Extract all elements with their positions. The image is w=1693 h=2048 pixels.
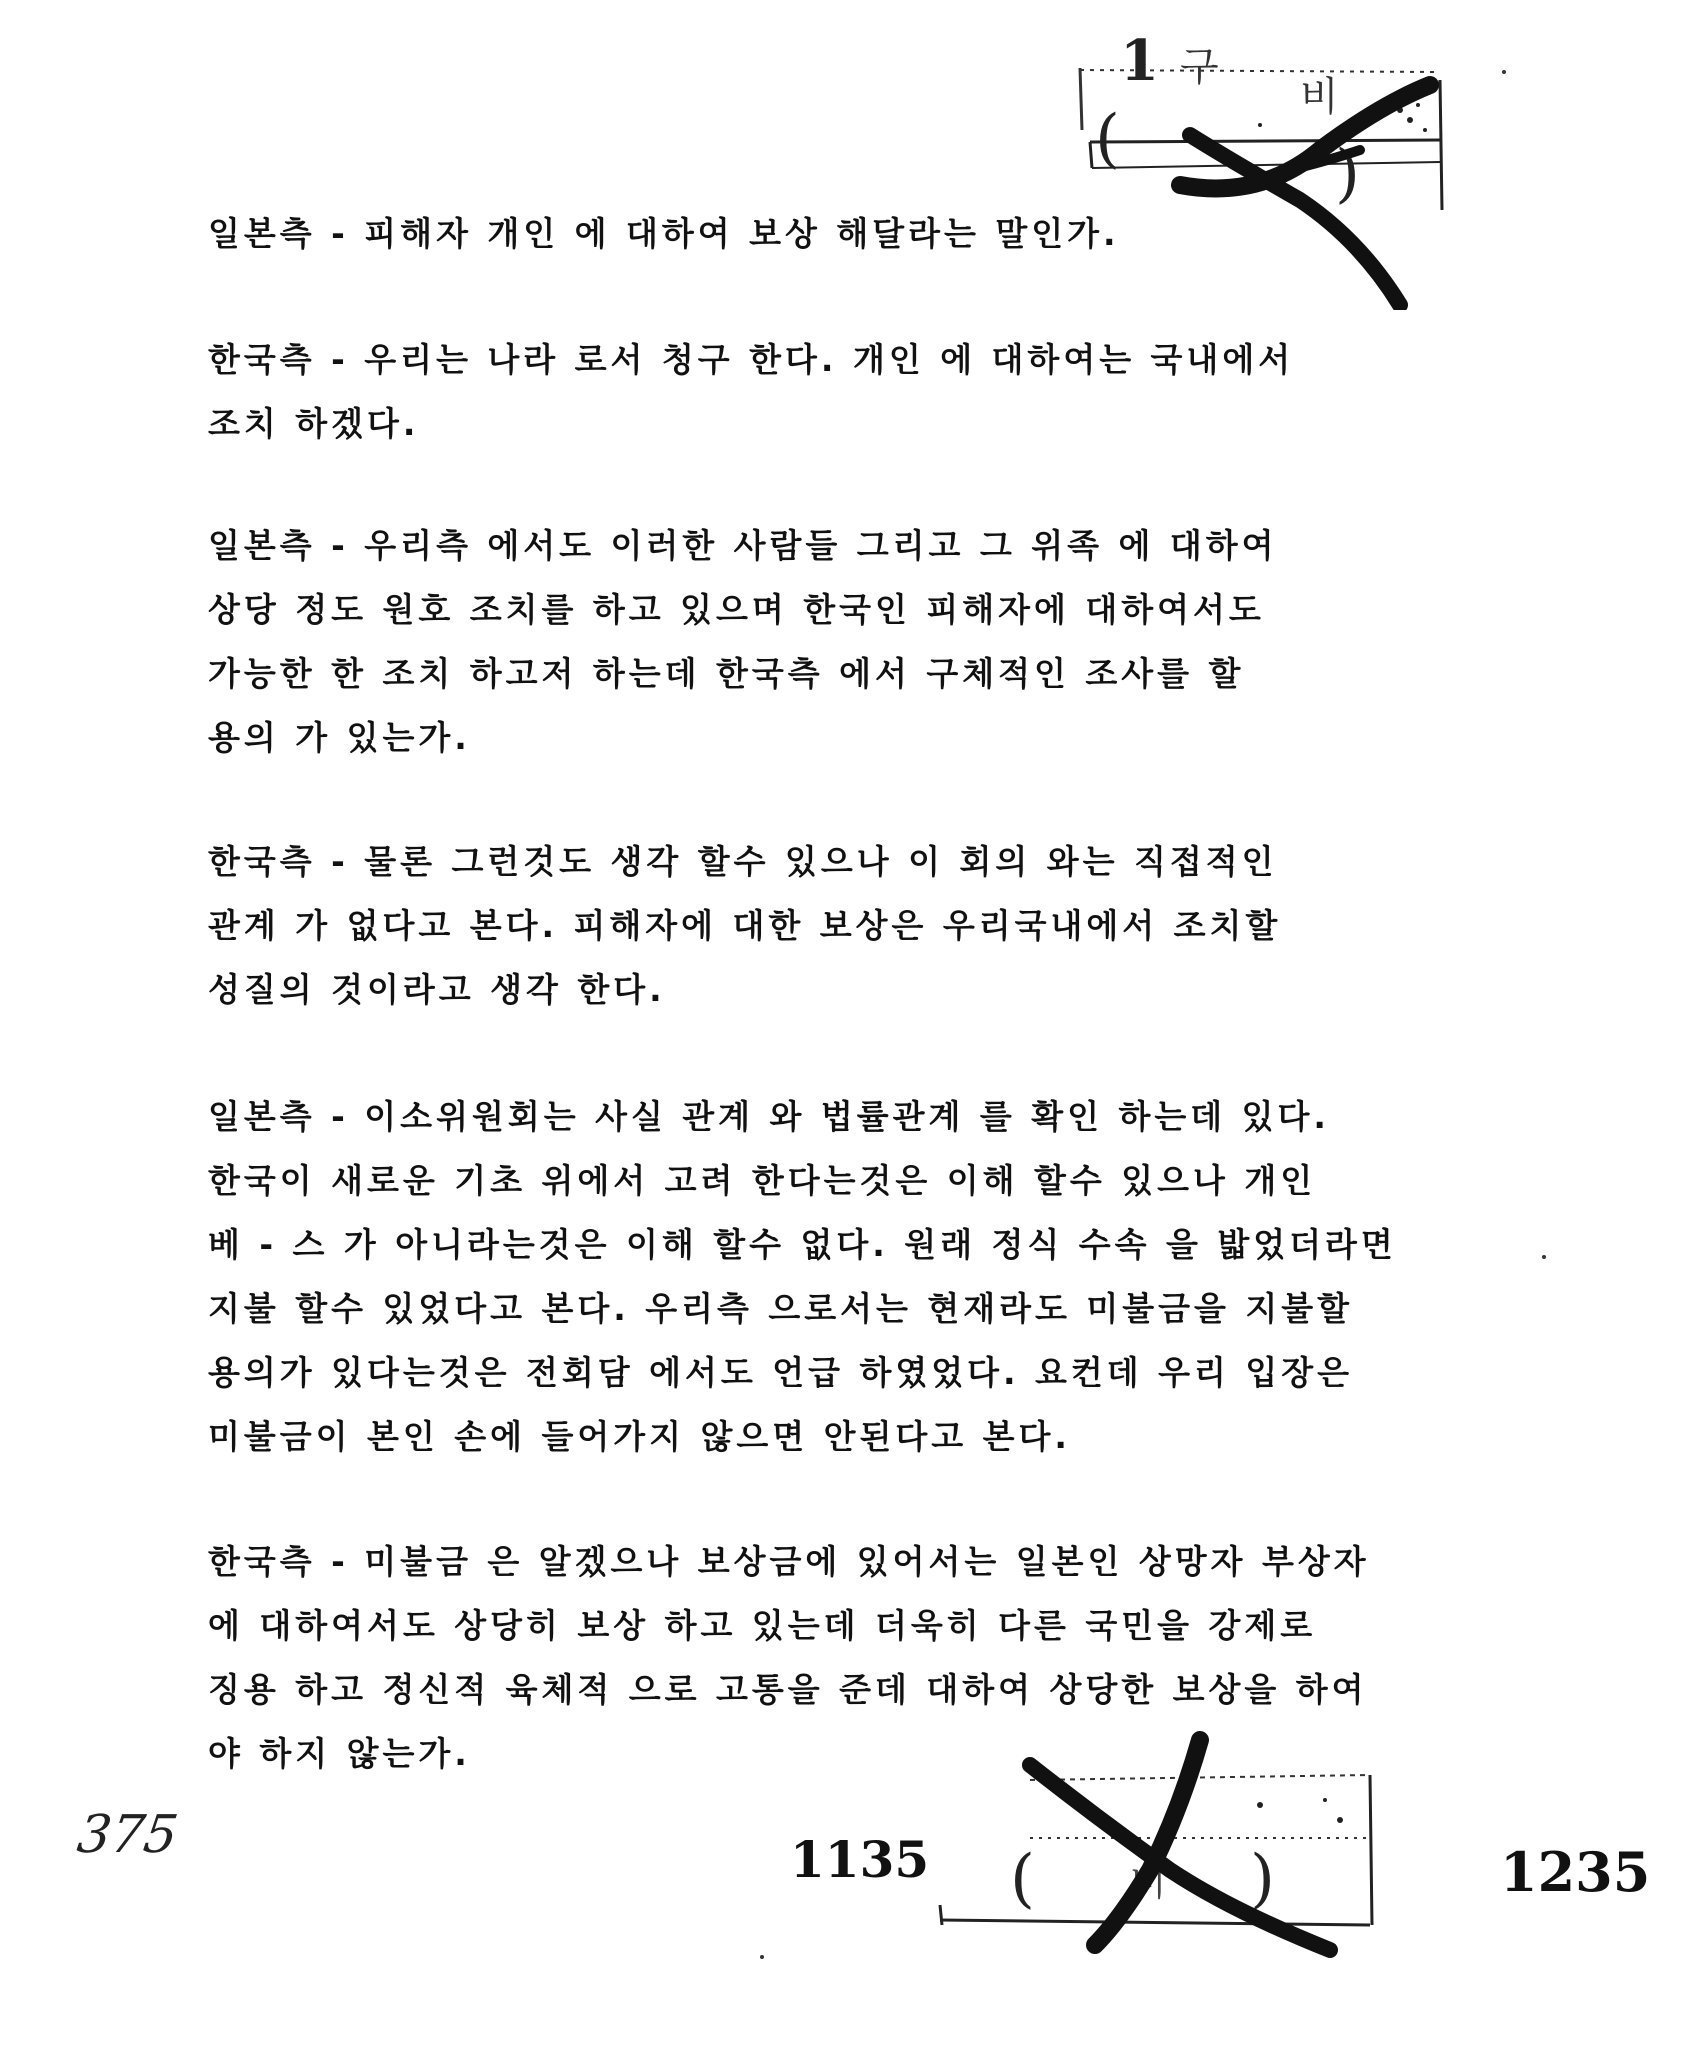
text-line: 성질의 것이라고 생각 한다. xyxy=(208,970,666,1009)
text-line: 조치 하겠다. xyxy=(208,404,420,443)
paragraph-5 xyxy=(208,1085,1538,1469)
stamp-top-char-middle: 구 xyxy=(1180,44,1219,90)
text-line: 관계 가 없다고 본다. 피해자에 대한 보상은 우리국내에서 조치할 xyxy=(208,906,1282,945)
scan-speck xyxy=(1502,70,1506,74)
text-line: 한국이 새로운 기초 위에서 고려 한다는것은 이해 할수 있으나 개인 xyxy=(208,1161,1317,1200)
paragraph-3 xyxy=(208,514,1538,770)
svg-text:(: ( xyxy=(1010,1842,1035,1916)
paragraph-2 xyxy=(208,328,1538,456)
text-line: 일본측 - 이소위원회는 사실 관계 와 법률관계 를 확인 하는데 있다. xyxy=(208,1097,1330,1136)
text-line: 지불 할수 있었다고 본다. 우리측 으로서는 현재라도 미불금을 지불할 xyxy=(208,1289,1354,1328)
page-number-left: 1135 xyxy=(790,1830,930,1889)
svg-text:): ) xyxy=(1335,137,1360,211)
text-line: 용의 가 있는가. xyxy=(208,718,471,757)
stamp-top-char-left: 1 xyxy=(1120,28,1159,94)
scan-speck xyxy=(1542,1255,1546,1259)
page-number-right: 1235 xyxy=(1500,1840,1651,1904)
text-line: 상당 정도 원호 조치를 하고 있으며 한국인 피해자에 대하여서도 xyxy=(208,590,1265,629)
text-line: 야 하지 않는가. xyxy=(208,1734,471,1773)
scan-speck xyxy=(760,1955,764,1959)
text-line: 베 - 스 가 아니라는것은 이해 할수 없다. 원래 정식 수속 을 밟었더라면 xyxy=(208,1225,1397,1264)
text-line: 일본측 - 피해자 개인 에 대하여 보상 해달라는 말인가. xyxy=(208,214,1120,253)
text-line: 한국측 - 미불금 은 알겠으나 보상금에 있어서는 일본인 상망자 부상자 xyxy=(208,1542,1370,1581)
stamp-bottom-char: 비 xyxy=(1130,1860,1167,1904)
bottom-stamp xyxy=(930,1720,1400,1960)
paragraph-4 xyxy=(208,830,1538,1022)
text-line: 한국측 - 물론 그런것도 생각 할수 있으나 이 회의 와는 직접적인 xyxy=(208,842,1278,881)
handwritten-page-number: 375 xyxy=(73,1805,182,1865)
text-line: 에 대하여서도 상당히 보상 하고 있는데 더욱히 다른 국민을 강제로 xyxy=(208,1606,1317,1645)
svg-text:): ) xyxy=(1250,1842,1275,1916)
svg-text:(: ( xyxy=(1095,102,1120,176)
text-line: 징용 하고 정신적 육체적 으로 고통을 준데 대하여 상당한 보상을 하여 xyxy=(208,1670,1368,1709)
text-line: 용의가 있다는것은 전회담 에서도 언급 하였었다. 요컨데 우리 입장은 xyxy=(208,1353,1354,1392)
text-line: 미불금이 본인 손에 들어가지 않으면 안된다고 본다. xyxy=(208,1417,1071,1456)
text-line: 일본측 - 우리측 에서도 이러한 사람들 그리고 그 위족 에 대하여 xyxy=(208,526,1278,565)
paragraph-1 xyxy=(208,202,1538,266)
stamp-bottom-graphic xyxy=(930,1720,1400,1960)
text-line: 가능한 한 조치 하고저 하는데 한국측 에서 구체적인 조사를 할 xyxy=(208,654,1245,693)
stamp-top-char-right: 비 xyxy=(1300,74,1339,120)
text-line: 한국측 - 우리는 나라 로서 청구 한다. 개인 에 대하여는 국내에서 xyxy=(208,340,1295,379)
